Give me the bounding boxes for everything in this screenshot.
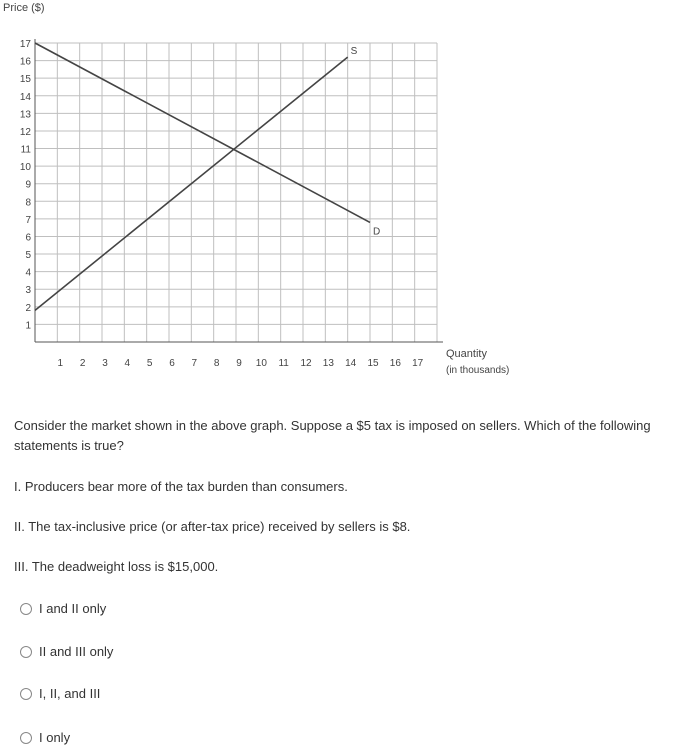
y-tick-label: 11 [20,144,31,156]
option-label: I only [39,730,71,745]
grid [35,39,443,342]
y-tick-label: 8 [25,197,31,209]
question-text: Consider the market shown in the above graph. Suppose a $5 tax is imposed on sellers. Which of the following statements is true? [14,418,651,453]
d-curve [35,43,370,222]
option-label: I, II, and III [39,686,101,701]
option-label: II and III only [39,644,114,659]
radio-icon[interactable] [20,603,32,615]
x-tick-label: 13 [322,358,334,369]
x-tick-label: 9 [236,358,242,369]
x-tick-label: 10 [255,358,267,369]
option-label: I and II only [39,601,107,616]
option-ii-and-iii[interactable] [20,644,113,659]
y-tick-label: 12 [19,126,31,138]
radio-icon[interactable] [20,646,32,658]
x-tick-label: 16 [389,358,401,369]
y-tick-label: 15 [19,74,31,86]
statement-1: I. Producers bear more of the tax burden than consumers. [14,479,348,494]
x-tick-label: 7 [191,358,198,369]
x-tick-label: 5 [146,358,153,369]
y-tick-label: 4 [25,267,31,279]
x-tick-label: 1 [57,358,64,369]
y-tick-label: 14 [19,91,31,103]
statement-3: III. The deadweight loss is $15,000. [14,559,219,574]
x-tick-label: 17 [412,358,424,369]
y-tick-label: 1 [25,320,31,332]
option-i-and-ii[interactable] [20,601,106,616]
y-tick-label: 10 [19,162,31,174]
x-tick-label: 6 [169,358,175,369]
option-i-only[interactable] [20,730,70,745]
y-tick-label: 17 [19,39,31,50]
x-axis-sublabel: (in thousands) [446,365,510,376]
option-i-ii-iii[interactable] [20,686,100,701]
x-tick-label: 8 [213,358,220,369]
y-tick-label: 5 [25,250,31,262]
x-tick-label: 2 [79,358,86,369]
y-tick-label: 2 [25,302,31,314]
x-tick-label: 11 [278,358,289,369]
radio-icon[interactable] [20,688,32,700]
d-curve-label: D [373,226,381,238]
x-tick-label: 4 [124,358,131,369]
tick-labels [20,39,424,369]
s-curve-label: S [350,46,358,58]
x-axis-label: Quantity [446,348,487,360]
y-tick-label: 3 [25,285,31,297]
y-tick-label: 13 [19,109,31,121]
x-tick-label: 15 [367,358,379,369]
radio-icon[interactable] [20,732,32,744]
y-tick-label: 16 [19,56,31,68]
x-tick-label: 12 [300,358,312,369]
series [35,43,380,310]
y-tick-label: 6 [25,232,31,244]
x-tick-label: 14 [345,358,357,369]
y-axis-label: Price ($) [3,2,45,14]
x-tick-label: 3 [102,358,108,369]
statement-2: II. The tax-inclusive price (or after-tax price) received by sellers is $8. [14,519,411,534]
y-tick-label: 9 [25,179,31,191]
y-tick-label: 7 [25,214,31,226]
